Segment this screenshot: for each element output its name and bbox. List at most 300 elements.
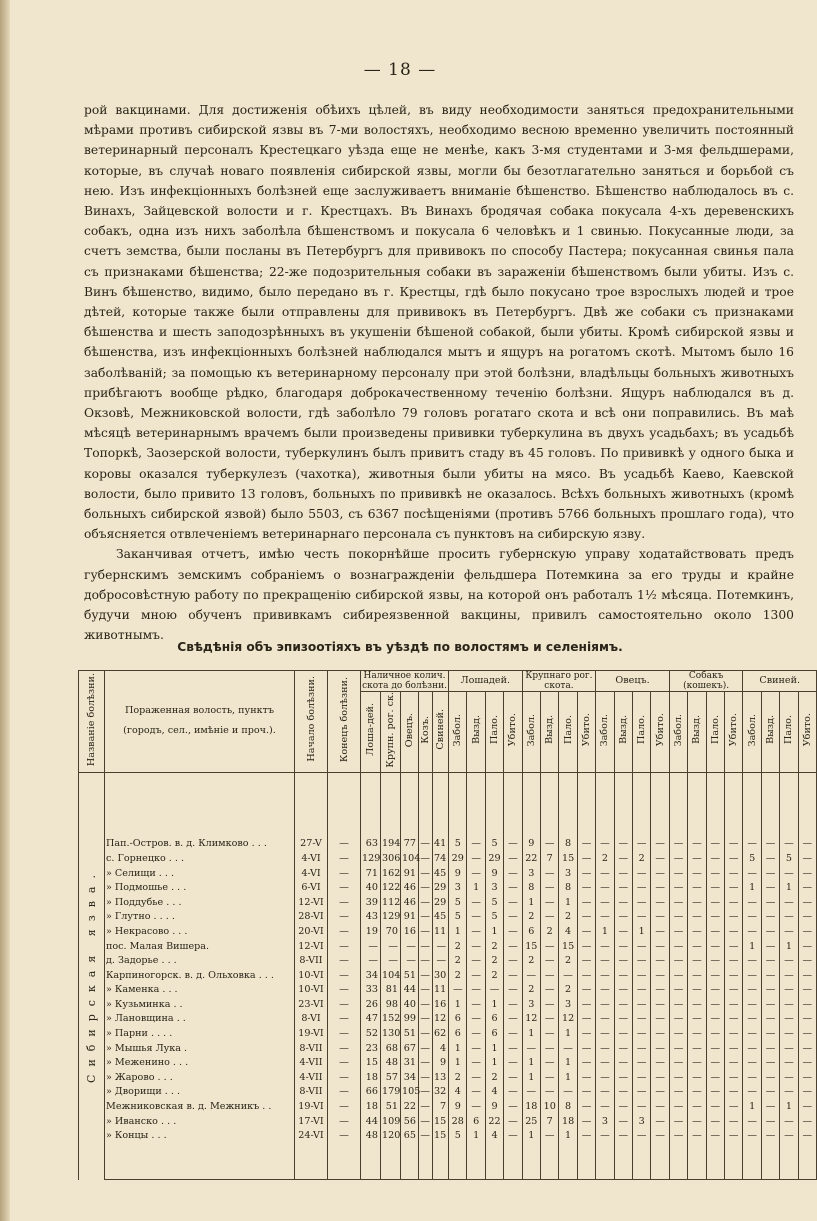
count-cell: — bbox=[743, 1012, 761, 1027]
count-cell: — bbox=[522, 968, 540, 983]
stock-cell: 120 bbox=[382, 1130, 401, 1142]
table-body bbox=[79, 772, 817, 1179]
count-cell: 10 bbox=[541, 1099, 559, 1114]
paragraph: Заканчивая отчетъ, имѣю честь покорнѣйше просить губернскую управу ходатайствовать предъ губернскимъ земскимъ собраніемъ о вознагражденіи фельдшера Потемкина за его труды и крайне добросовѣстную работу по прекращенію сибирской язвы, на которой онъ работалъ 1½ мѣсяца. Потемкинъ, будучи мною обученъ прививкамъ сибиреязвенной вакцины, привилъ самостоятельно около 1300 животнымъ. bbox=[84, 547, 794, 643]
place-cell: с. Горнецко . . . bbox=[105, 851, 295, 866]
header-disease: Названіе болѣзни. bbox=[79, 671, 105, 773]
count-cell: 3 bbox=[485, 880, 503, 895]
count-cell: — bbox=[743, 837, 761, 852]
count-cell: — bbox=[669, 1070, 687, 1085]
count-cell: — bbox=[467, 895, 485, 910]
count-cell: — bbox=[467, 910, 485, 925]
start-cell: 12-VI bbox=[295, 939, 328, 954]
count-cell: — bbox=[504, 1085, 522, 1100]
count-cell: — bbox=[651, 837, 669, 852]
count-cell: — bbox=[669, 997, 687, 1012]
place-cell: пос. Малая Вишера. bbox=[105, 939, 295, 954]
count-cell: 2 bbox=[449, 968, 467, 983]
count-cell: — bbox=[614, 1041, 632, 1056]
count-cell: — bbox=[541, 983, 559, 998]
stock-cell: — bbox=[433, 939, 449, 954]
table-cell bbox=[522, 1143, 540, 1180]
count-cell: — bbox=[651, 983, 669, 998]
count-cell: — bbox=[780, 983, 798, 998]
count-cell: — bbox=[467, 1099, 485, 1114]
count-cell: — bbox=[780, 1085, 798, 1100]
count-cell: — bbox=[633, 1041, 651, 1056]
count-cell: — bbox=[522, 1041, 540, 1056]
count-cell: 1 bbox=[522, 1128, 540, 1143]
header-sub-col: Убито. bbox=[798, 692, 816, 773]
count-cell: 2 bbox=[633, 851, 651, 866]
count-cell: — bbox=[467, 1026, 485, 1041]
count-cell: — bbox=[651, 1085, 669, 1100]
count-cell: 2 bbox=[485, 939, 503, 954]
epizootic-table bbox=[78, 670, 817, 1180]
count-cell: — bbox=[761, 910, 779, 925]
count-cell: — bbox=[743, 924, 761, 939]
count-cell: — bbox=[504, 1041, 522, 1056]
count-cell: — bbox=[596, 968, 614, 983]
count-cell: 1 bbox=[467, 1128, 485, 1143]
count-cell: — bbox=[669, 924, 687, 939]
count-cell: — bbox=[504, 851, 522, 866]
count-cell: — bbox=[798, 997, 816, 1012]
count-cell: — bbox=[467, 1012, 485, 1027]
stock-cell: 51 bbox=[381, 1099, 401, 1114]
count-cell: 1 bbox=[485, 1055, 503, 1070]
disease-name: Сибирская язва. bbox=[79, 772, 105, 1179]
end-cell: — bbox=[328, 1128, 361, 1143]
count-cell: — bbox=[614, 939, 632, 954]
count-cell: — bbox=[725, 1114, 743, 1129]
count-cell: 9 bbox=[485, 866, 503, 881]
count-cell: — bbox=[596, 1026, 614, 1041]
stock-cell: 12 bbox=[433, 1012, 449, 1027]
count-cell: — bbox=[541, 1070, 559, 1085]
count-cell: — bbox=[614, 1012, 632, 1027]
count-cell: — bbox=[651, 1055, 669, 1070]
count-cell: 8 bbox=[559, 837, 577, 852]
count-cell: 6 bbox=[485, 1026, 503, 1041]
place-cell: » Поддубье . . . bbox=[105, 895, 295, 910]
count-cell: — bbox=[596, 895, 614, 910]
count-cell: — bbox=[596, 910, 614, 925]
count-cell: — bbox=[743, 968, 761, 983]
end-cell: — bbox=[328, 924, 361, 939]
count-cell: 1 bbox=[522, 1055, 540, 1070]
start-cell: 4-VII bbox=[295, 1055, 328, 1070]
stock-cell: 7 bbox=[433, 1099, 449, 1114]
count-cell: — bbox=[577, 910, 595, 925]
place-cell: » Иванско . . . bbox=[105, 1114, 295, 1129]
place-cell: » Меженино . . . bbox=[105, 1055, 295, 1070]
table-row bbox=[79, 910, 817, 925]
count-cell: — bbox=[669, 880, 687, 895]
count-cell: 22 bbox=[522, 851, 540, 866]
count-cell: 8 bbox=[559, 1099, 577, 1114]
count-cell: — bbox=[614, 1099, 632, 1114]
count-cell: — bbox=[669, 1041, 687, 1056]
count-cell: — bbox=[688, 910, 706, 925]
count-cell: 1 bbox=[522, 1026, 540, 1041]
place-cell: » Жарово . . . bbox=[105, 1070, 295, 1085]
start-cell: 6-VI bbox=[295, 880, 328, 895]
count-cell: — bbox=[688, 1070, 706, 1085]
count-cell: 3 bbox=[522, 866, 540, 881]
stock-cell: 48 bbox=[381, 1055, 401, 1070]
table-cell bbox=[449, 1143, 467, 1180]
count-cell: — bbox=[743, 1128, 761, 1143]
count-cell: — bbox=[780, 1055, 798, 1070]
stock-cell: — bbox=[419, 1099, 433, 1114]
count-cell: — bbox=[633, 1026, 651, 1041]
stock-cell: 40 bbox=[361, 880, 381, 895]
table-row bbox=[79, 837, 817, 852]
count-cell: — bbox=[596, 1070, 614, 1085]
count-cell: — bbox=[577, 968, 595, 983]
count-cell: — bbox=[780, 1070, 798, 1085]
count-cell: — bbox=[504, 895, 522, 910]
count-cell: — bbox=[725, 983, 743, 998]
count-cell: — bbox=[633, 953, 651, 968]
stock-cell: — bbox=[401, 939, 419, 954]
table-row bbox=[79, 1055, 817, 1070]
end-cell: — bbox=[328, 939, 361, 954]
count-cell: — bbox=[577, 1070, 595, 1085]
count-cell: — bbox=[541, 837, 559, 852]
count-cell: — bbox=[761, 1012, 779, 1027]
count-cell: — bbox=[669, 1055, 687, 1070]
count-cell: — bbox=[798, 880, 816, 895]
count-cell: 1 bbox=[559, 1026, 577, 1041]
count-cell: — bbox=[725, 939, 743, 954]
count-cell: — bbox=[725, 1099, 743, 1114]
count-cell: — bbox=[706, 880, 724, 895]
stock-cell: 152 bbox=[382, 1013, 401, 1025]
count-cell: 2 bbox=[522, 983, 540, 998]
table-row bbox=[79, 1012, 817, 1027]
count-cell: — bbox=[761, 1128, 779, 1143]
count-cell: 9 bbox=[485, 1099, 503, 1114]
stock-cell: 179 bbox=[382, 1086, 401, 1098]
count-cell: 29 bbox=[449, 851, 467, 866]
count-cell: — bbox=[633, 1099, 651, 1114]
count-cell: — bbox=[688, 1026, 706, 1041]
count-cell: — bbox=[614, 1114, 632, 1129]
count-cell: — bbox=[798, 1128, 816, 1143]
count-cell: — bbox=[651, 895, 669, 910]
stock-cell: 4 bbox=[433, 1041, 449, 1056]
count-cell: — bbox=[577, 1099, 595, 1114]
count-cell: — bbox=[706, 1085, 724, 1100]
count-cell: — bbox=[633, 1128, 651, 1143]
table-cell bbox=[577, 1143, 595, 1180]
count-cell: — bbox=[541, 953, 559, 968]
count-cell: 3 bbox=[559, 866, 577, 881]
count-cell: — bbox=[541, 1085, 559, 1100]
stock-cell: — bbox=[419, 953, 433, 968]
stock-cell: 34 bbox=[361, 968, 381, 983]
page-number: — 18 — bbox=[363, 60, 437, 80]
count-cell: — bbox=[633, 997, 651, 1012]
place-cell: Пап.-Остров. в. д. Климково . . . bbox=[105, 837, 295, 852]
end-cell: — bbox=[328, 895, 361, 910]
count-cell: — bbox=[725, 895, 743, 910]
count-cell: — bbox=[761, 880, 779, 895]
header-sub-col: Забол. bbox=[449, 692, 467, 773]
place-cell: Карпиногорск. в. д. Ольховка . . . bbox=[105, 968, 295, 983]
place-cell: » Подмошье . . . bbox=[105, 880, 295, 895]
header-sub-col: Забол. bbox=[669, 692, 687, 773]
count-cell: — bbox=[541, 1026, 559, 1041]
count-cell: 4 bbox=[559, 924, 577, 939]
stock-cell: 112 bbox=[382, 896, 401, 908]
stock-cell: 45 bbox=[433, 910, 449, 925]
count-cell: — bbox=[522, 1085, 540, 1100]
count-cell: — bbox=[651, 866, 669, 881]
stock-cell: 47 bbox=[361, 1012, 381, 1027]
count-cell: — bbox=[633, 983, 651, 998]
table-cell bbox=[780, 1143, 798, 1180]
count-cell: — bbox=[743, 997, 761, 1012]
count-cell: — bbox=[725, 924, 743, 939]
count-cell: — bbox=[761, 953, 779, 968]
count-cell: — bbox=[577, 1114, 595, 1129]
stock-cell: 129 bbox=[362, 852, 381, 864]
count-cell: — bbox=[504, 1099, 522, 1114]
count-cell: — bbox=[541, 1055, 559, 1070]
count-cell: 8 bbox=[559, 880, 577, 895]
count-cell: — bbox=[559, 1041, 577, 1056]
stock-cell: 194 bbox=[382, 838, 401, 850]
count-cell: — bbox=[467, 953, 485, 968]
count-cell: — bbox=[688, 939, 706, 954]
count-cell: — bbox=[688, 983, 706, 998]
count-cell: — bbox=[743, 1026, 761, 1041]
count-cell: — bbox=[688, 997, 706, 1012]
count-cell: — bbox=[798, 910, 816, 925]
count-cell: — bbox=[743, 1055, 761, 1070]
place-cell: д. Задорье . . . bbox=[105, 953, 295, 968]
count-cell: — bbox=[504, 1012, 522, 1027]
count-cell: 5 bbox=[780, 851, 798, 866]
table-row bbox=[79, 997, 817, 1012]
stock-cell: 15 bbox=[433, 1128, 449, 1143]
table-cell bbox=[688, 1143, 706, 1180]
stock-cell: 66 bbox=[361, 1085, 381, 1100]
count-cell: — bbox=[541, 939, 559, 954]
count-cell: 5 bbox=[485, 837, 503, 852]
count-cell: 5 bbox=[485, 910, 503, 925]
end-cell: — bbox=[328, 866, 361, 881]
count-cell: 7 bbox=[541, 851, 559, 866]
count-cell: — bbox=[725, 837, 743, 852]
count-cell: — bbox=[688, 866, 706, 881]
count-cell: — bbox=[669, 1128, 687, 1143]
count-cell: — bbox=[688, 837, 706, 852]
count-cell: — bbox=[504, 910, 522, 925]
header-group-dogs: Собакъ (кошекъ). bbox=[669, 671, 743, 692]
stock-cell: 9 bbox=[433, 1055, 449, 1070]
stock-cell: 45 bbox=[433, 866, 449, 881]
place-cell: » Каменка . . . bbox=[105, 983, 295, 998]
count-cell: — bbox=[798, 1026, 816, 1041]
count-cell: — bbox=[706, 895, 724, 910]
count-cell: — bbox=[467, 1070, 485, 1085]
count-cell: 2 bbox=[596, 851, 614, 866]
count-cell: 4 bbox=[485, 1085, 503, 1100]
count-cell: 6 bbox=[449, 1026, 467, 1041]
count-cell: — bbox=[798, 895, 816, 910]
count-cell: 3 bbox=[449, 880, 467, 895]
count-cell: 4 bbox=[449, 1085, 467, 1100]
count-cell: — bbox=[780, 837, 798, 852]
stock-cell: — bbox=[401, 953, 419, 968]
header-end: Конецъ болѣзни. bbox=[328, 671, 361, 773]
count-cell: 3 bbox=[559, 997, 577, 1012]
count-cell: — bbox=[706, 866, 724, 881]
count-cell: — bbox=[688, 851, 706, 866]
count-cell: 6 bbox=[449, 1012, 467, 1027]
count-cell: 5 bbox=[449, 910, 467, 925]
count-cell: — bbox=[798, 939, 816, 954]
count-cell: 9 bbox=[522, 837, 540, 852]
table-cell bbox=[419, 1143, 433, 1180]
count-cell: 5 bbox=[485, 895, 503, 910]
count-cell: — bbox=[761, 851, 779, 866]
count-cell: — bbox=[798, 1055, 816, 1070]
start-cell: 20-VI bbox=[295, 924, 328, 939]
table-row bbox=[79, 880, 817, 895]
count-cell: 2 bbox=[485, 1070, 503, 1085]
count-cell: — bbox=[798, 1041, 816, 1056]
header-stock: Наличное колич. скота до болѣзни. bbox=[362, 671, 447, 691]
count-cell: — bbox=[725, 1128, 743, 1143]
count-cell: 1 bbox=[559, 1070, 577, 1085]
header-sub-col: Забол. bbox=[522, 692, 540, 773]
place-cell: Межниковская в. д. Межникъ . . bbox=[105, 1099, 295, 1114]
stock-cell: 63 bbox=[361, 837, 381, 852]
stock-cell: 162 bbox=[382, 867, 401, 879]
stock-cell: 48 bbox=[361, 1128, 381, 1143]
count-cell: — bbox=[761, 1114, 779, 1129]
stock-cell: 91 bbox=[401, 866, 419, 881]
end-cell: — bbox=[328, 910, 361, 925]
stock-cell: 18 bbox=[361, 1070, 381, 1085]
stock-cell: 43 bbox=[361, 910, 381, 925]
count-cell: 5 bbox=[449, 837, 467, 852]
count-cell: — bbox=[780, 895, 798, 910]
count-cell: 5 bbox=[449, 895, 467, 910]
count-cell: — bbox=[669, 895, 687, 910]
stock-cell: — bbox=[419, 997, 433, 1012]
count-cell: 2 bbox=[559, 910, 577, 925]
count-cell: — bbox=[577, 953, 595, 968]
count-cell: 4 bbox=[485, 1128, 503, 1143]
count-cell: — bbox=[761, 983, 779, 998]
table-cell bbox=[485, 1143, 503, 1180]
header-sub-col: Убито. bbox=[504, 692, 522, 773]
count-cell: — bbox=[798, 866, 816, 881]
count-cell: 12 bbox=[522, 1012, 540, 1027]
count-cell: — bbox=[504, 953, 522, 968]
header-stock-col: Козъ. bbox=[419, 692, 433, 773]
count-cell: — bbox=[780, 866, 798, 881]
start-cell: 19-VI bbox=[295, 1026, 328, 1041]
count-cell: 9 bbox=[449, 1099, 467, 1114]
stock-cell: 30 bbox=[433, 968, 449, 983]
place-cell: » Глутно . . . . bbox=[105, 910, 295, 925]
count-cell: 15 bbox=[559, 851, 577, 866]
table-end-row bbox=[79, 1143, 817, 1180]
stock-cell: 68 bbox=[381, 1041, 401, 1056]
count-cell: — bbox=[504, 924, 522, 939]
count-cell: 1 bbox=[522, 1070, 540, 1085]
count-cell: — bbox=[761, 939, 779, 954]
count-cell: — bbox=[467, 851, 485, 866]
count-cell: — bbox=[504, 866, 522, 881]
stock-cell: 122 bbox=[382, 882, 401, 894]
count-cell: — bbox=[467, 983, 485, 998]
count-cell: — bbox=[725, 851, 743, 866]
header-sub-col: Пало. bbox=[780, 692, 798, 773]
count-cell: — bbox=[596, 837, 614, 852]
count-cell: — bbox=[725, 1055, 743, 1070]
stock-cell: 130 bbox=[382, 1028, 401, 1040]
end-cell: — bbox=[328, 1026, 361, 1041]
count-cell: — bbox=[669, 1085, 687, 1100]
count-cell: — bbox=[780, 1114, 798, 1129]
count-cell: — bbox=[449, 983, 467, 998]
header-group-horses: Лошадей. bbox=[449, 671, 523, 692]
count-cell: — bbox=[485, 983, 503, 998]
count-cell: — bbox=[651, 968, 669, 983]
stock-cell: 16 bbox=[401, 924, 419, 939]
table-row bbox=[79, 1099, 817, 1114]
count-cell: 1 bbox=[449, 997, 467, 1012]
count-cell: — bbox=[798, 837, 816, 852]
place-cell: » Концы . . . bbox=[105, 1128, 295, 1143]
count-cell: 1 bbox=[522, 895, 540, 910]
count-cell: — bbox=[467, 924, 485, 939]
count-cell: — bbox=[706, 939, 724, 954]
end-cell: — bbox=[328, 837, 361, 852]
count-cell: — bbox=[633, 1055, 651, 1070]
count-cell: — bbox=[651, 1099, 669, 1114]
table-cell bbox=[504, 1143, 522, 1180]
stock-cell: 98 bbox=[381, 997, 401, 1012]
stock-cell: — bbox=[419, 880, 433, 895]
count-cell: 29 bbox=[485, 851, 503, 866]
count-cell: — bbox=[798, 1099, 816, 1114]
count-cell: — bbox=[706, 983, 724, 998]
table-cell bbox=[651, 1143, 669, 1180]
end-cell: — bbox=[328, 983, 361, 998]
table-row bbox=[79, 953, 817, 968]
table-cell bbox=[541, 1143, 559, 1180]
table-cell bbox=[433, 1143, 449, 1180]
count-cell: — bbox=[633, 1085, 651, 1100]
count-cell: — bbox=[651, 1114, 669, 1129]
stock-cell: 13 bbox=[433, 1070, 449, 1085]
count-cell: — bbox=[596, 997, 614, 1012]
count-cell: — bbox=[706, 1099, 724, 1114]
count-cell: — bbox=[596, 1055, 614, 1070]
count-cell: — bbox=[761, 1041, 779, 1056]
stock-cell: — bbox=[361, 953, 381, 968]
count-cell: — bbox=[577, 924, 595, 939]
